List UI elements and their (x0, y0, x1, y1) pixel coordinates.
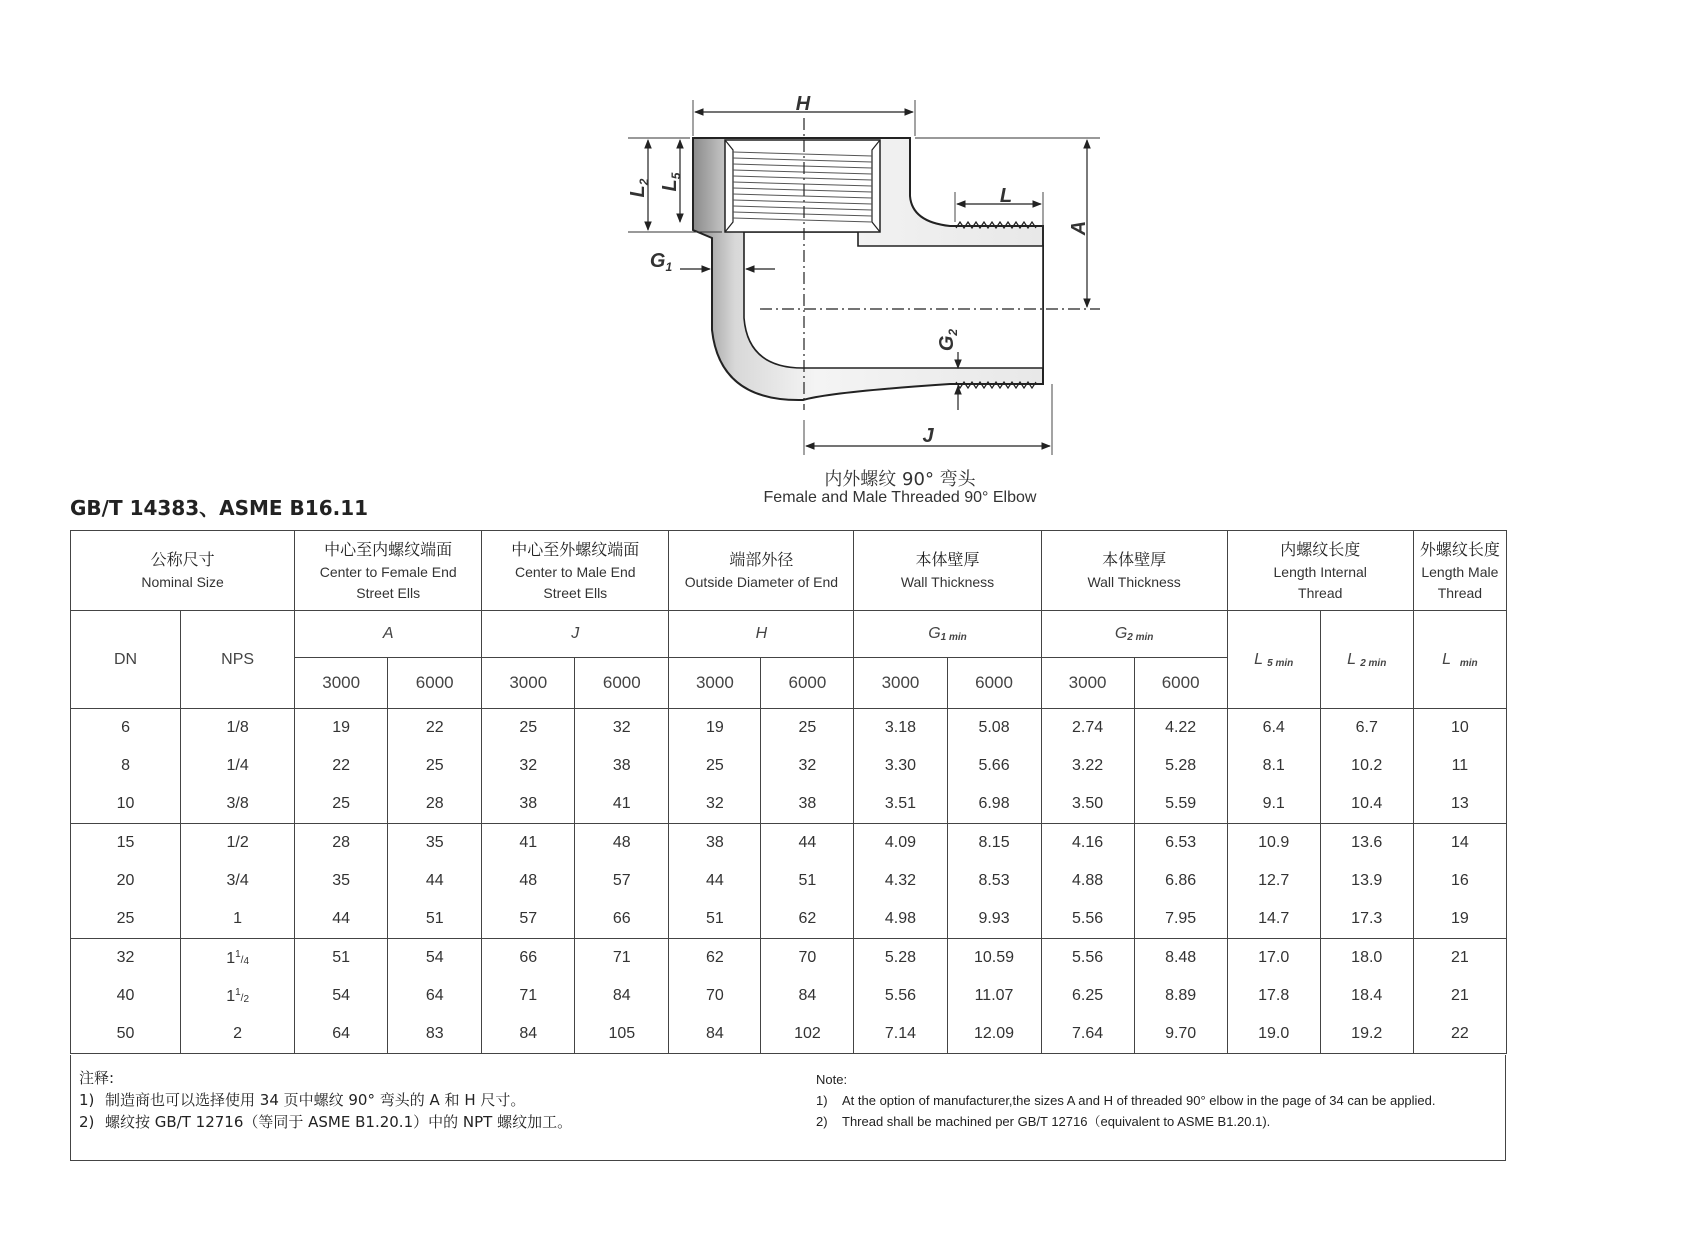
elbow-drawing (0, 0, 1683, 510)
cell-g2-3000: 3.50 (1041, 785, 1134, 824)
cell-j6000: 71 (575, 939, 669, 978)
cell-h3000: 84 (669, 1015, 761, 1054)
label-l2: $L_2$ (627, 178, 651, 198)
cell-g1-6000: 11.07 (947, 977, 1041, 1015)
class-3000: 3000 (295, 658, 388, 709)
nps-fraction-num: 1 (235, 948, 241, 960)
nps-whole: 1 (226, 987, 236, 1005)
cell-nps (181, 1015, 295, 1054)
cell-dn: 40 (71, 977, 181, 1015)
cell-h6000: 44 (761, 824, 854, 863)
header-nominal-size (71, 531, 295, 611)
nps-fraction-num: 1 (235, 986, 241, 998)
header-en: Street Ells (543, 584, 608, 601)
symbol-l (1413, 611, 1506, 709)
nps-whole: 1 (226, 949, 236, 967)
cell-g1-6000: 6.98 (947, 785, 1041, 824)
elbow-body (693, 138, 1043, 400)
diagram-caption-en: Female and Male Threaded 90° Elbow (763, 489, 1037, 506)
cell-j3000: 32 (482, 747, 575, 785)
cell-nps (181, 747, 295, 785)
nps-whole: 3/4 (226, 872, 249, 889)
nps-whole: 3/8 (226, 795, 249, 812)
header-cn: 中心至外螺纹端面 (511, 539, 640, 559)
cell-h3000: 38 (669, 824, 761, 863)
symbol-a: A (295, 611, 482, 658)
cell-a3000: 54 (295, 977, 388, 1015)
cell-l2: 10.4 (1320, 785, 1413, 824)
cell-j6000: 66 (575, 900, 669, 939)
note-text: 螺纹按 GB/T 12716（等同于 ASME B1.20.1）中的 NPT 螺纹加工。 (105, 1113, 573, 1131)
cell-g2-3000: 7.64 (1041, 1015, 1134, 1054)
cell-a3000: 35 (295, 862, 388, 900)
cell-g2-6000: 6.86 (1134, 862, 1227, 900)
notes-cn-title: 注释: (79, 1069, 115, 1087)
cell-j3000: 25 (482, 709, 575, 748)
cell-h3000: 62 (669, 939, 761, 978)
header-en: Wall Thickness (900, 574, 995, 590)
cell-a3000: 51 (295, 939, 388, 978)
cell-dn: 20 (71, 862, 181, 900)
class-3000: 3000 (854, 658, 947, 709)
symbol-subscript: 5 min (1267, 657, 1294, 669)
cell-a3000: 19 (295, 709, 388, 748)
header-en: Outside Diameter of End (684, 574, 839, 590)
symbol-h: H (669, 611, 854, 658)
standard-title: GB/T 14383、ASME B16.11 (70, 496, 369, 520)
cell-l2: 18.4 (1320, 977, 1413, 1015)
note-text: At the option of manufacturer,the sizes A and H of threaded 90° elbow in the page of 34 can be applied. (842, 1093, 1436, 1108)
cell-l2: 13.9 (1320, 862, 1413, 900)
symbol-letter: L (1254, 650, 1263, 668)
cell-h3000: 51 (669, 900, 761, 939)
cell-dn: 32 (71, 939, 181, 978)
cell-g1-6000: 5.66 (947, 747, 1041, 785)
cell-g1-6000: 5.08 (947, 709, 1041, 748)
cell-j3000: 71 (482, 977, 575, 1015)
cell-j3000: 57 (482, 900, 575, 939)
cell-nps (181, 785, 295, 824)
notes-en (816, 1069, 1496, 1132)
table-row (71, 824, 1507, 863)
cell-l2: 10.2 (1320, 747, 1413, 785)
nps-fraction-den: 4 (243, 955, 249, 967)
cell-g1-3000: 5.28 (854, 939, 947, 978)
col-nps: NPS (181, 611, 295, 709)
table-row (71, 939, 1507, 978)
table-header (71, 531, 1507, 709)
cell-a3000: 25 (295, 785, 388, 824)
nps-fraction-den: 2 (243, 993, 249, 1005)
cell-h3000: 32 (669, 785, 761, 824)
cell-l: 22 (1413, 1015, 1506, 1054)
header-en: Thread (1298, 584, 1343, 601)
cell-g2-6000: 5.28 (1134, 747, 1227, 785)
class-3000: 3000 (669, 658, 761, 709)
cell-a6000: 54 (388, 939, 482, 978)
note-number: 2) (816, 1114, 828, 1129)
cell-l: 10 (1413, 709, 1506, 748)
notes-en-title: Note: (816, 1072, 848, 1087)
cell-h3000: 19 (669, 709, 761, 748)
symbol-letter: G (928, 625, 941, 642)
symbol-g1 (854, 611, 1041, 658)
cell-h6000: 38 (761, 785, 854, 824)
cell-g1-3000: 7.14 (854, 1015, 947, 1054)
header-en: Wall Thickness (1087, 574, 1181, 590)
symbol-letter: G (1114, 625, 1128, 642)
cell-a6000: 28 (388, 785, 482, 824)
header-length-male-thread (1413, 531, 1506, 611)
cell-j6000: 48 (575, 824, 669, 863)
cell-g2-3000: 5.56 (1041, 939, 1134, 978)
cell-j3000: 38 (482, 785, 575, 824)
table-row (71, 709, 1507, 748)
label-g1: $G_1$ (649, 250, 673, 274)
cell-h3000: 25 (669, 747, 761, 785)
table-row (71, 900, 1507, 939)
cell-h6000: 70 (761, 939, 854, 978)
cell-g1-3000: 4.09 (854, 824, 947, 863)
header-cn: 本体壁厚 (1102, 550, 1167, 569)
cell-j3000: 66 (482, 939, 575, 978)
symbol-letter: L (1442, 650, 1451, 668)
cell-j6000: 41 (575, 785, 669, 824)
header-cn: 本体壁厚 (915, 550, 980, 569)
cell-g1-6000: 8.53 (947, 862, 1041, 900)
label-j: J (922, 425, 934, 447)
cell-j6000: 105 (575, 1015, 669, 1054)
table-row (71, 747, 1507, 785)
cell-dn: 50 (71, 1015, 181, 1054)
symbol-subscript: 2 min (1127, 632, 1154, 643)
cell-a6000: 25 (388, 747, 482, 785)
cell-j6000: 84 (575, 977, 669, 1015)
notes-cn (79, 1067, 572, 1133)
note-number: 1) (79, 1091, 95, 1109)
cell-l: 14 (1413, 824, 1506, 863)
dimension-table (70, 530, 1507, 1054)
cell-nps (181, 862, 295, 900)
cell-g1-3000: 4.32 (854, 862, 947, 900)
cell-g2-6000: 9.70 (1134, 1015, 1227, 1054)
cell-l5: 19.0 (1227, 1015, 1320, 1054)
class-6000: 6000 (575, 658, 669, 709)
cell-j3000: 48 (482, 862, 575, 900)
cell-j6000: 32 (575, 709, 669, 748)
cell-g1-3000: 3.18 (854, 709, 947, 748)
header-cn: 外螺纹长度 (1419, 539, 1500, 559)
class-6000: 6000 (1134, 658, 1227, 709)
cell-l5: 14.7 (1227, 900, 1320, 939)
cell-g2-3000: 5.56 (1041, 900, 1134, 939)
cell-l5: 8.1 (1227, 747, 1320, 785)
cell-l: 19 (1413, 900, 1506, 939)
cell-h3000: 70 (669, 977, 761, 1015)
cell-g2-3000: 4.16 (1041, 824, 1134, 863)
header-center-female (295, 531, 482, 611)
cell-h6000: 32 (761, 747, 854, 785)
header-en: Center to Female End (319, 563, 457, 580)
class-3000: 3000 (482, 658, 575, 709)
nps-whole: 2 (233, 1025, 243, 1042)
header-en: Center to Male End (514, 563, 636, 580)
note-item (816, 1090, 1496, 1111)
symbol-subscript: min (1459, 657, 1478, 669)
note-number: 1) (816, 1093, 828, 1108)
note-item (79, 1111, 572, 1133)
cell-g2-6000: 8.48 (1134, 939, 1227, 978)
cell-dn: 10 (71, 785, 181, 824)
cell-a6000: 64 (388, 977, 482, 1015)
cell-l5: 17.8 (1227, 977, 1320, 1015)
cell-h6000: 51 (761, 862, 854, 900)
cell-nps (181, 709, 295, 748)
cell-a3000: 64 (295, 1015, 388, 1054)
class-6000: 6000 (761, 658, 854, 709)
cell-g1-6000: 10.59 (947, 939, 1041, 978)
cell-a3000: 44 (295, 900, 388, 939)
symbol-g2 (1041, 611, 1227, 658)
cell-h3000: 44 (669, 862, 761, 900)
header-cn: 中心至内螺纹端面 (324, 539, 453, 559)
symbol-l2 (1320, 611, 1413, 709)
cell-l5: 9.1 (1227, 785, 1320, 824)
col-dn: DN (71, 611, 181, 709)
table-row (71, 1015, 1507, 1054)
nps-whole: 1/4 (226, 757, 249, 774)
cell-h6000: 102 (761, 1015, 854, 1054)
cell-nps (181, 900, 295, 939)
class-3000: 3000 (1041, 658, 1134, 709)
header-en: Length Male (1421, 563, 1499, 580)
note-number: 2) (79, 1113, 95, 1131)
class-6000: 6000 (947, 658, 1041, 709)
header-en: Street Ells (356, 584, 421, 601)
cell-nps: $1^1/_2$ (181, 977, 295, 1015)
cell-a6000: 51 (388, 900, 482, 939)
cell-g1-3000: 5.56 (854, 977, 947, 1015)
cell-g2-3000: 2.74 (1041, 709, 1134, 748)
header-wall-thickness-1 (854, 531, 1041, 611)
cell-g1-3000: 4.98 (854, 900, 947, 939)
cell-a6000: 83 (388, 1015, 482, 1054)
label-h: H (795, 93, 811, 115)
cell-l2: 13.6 (1320, 824, 1413, 863)
cell-a3000: 22 (295, 747, 388, 785)
table-row (71, 977, 1507, 1015)
cell-nps: $1^1/_4$ (181, 939, 295, 978)
cell-dn: 15 (71, 824, 181, 863)
label-g2: $G_2$ (936, 328, 960, 352)
cell-l: 13 (1413, 785, 1506, 824)
cell-l: 21 (1413, 977, 1506, 1015)
nps-whole: 1/2 (226, 834, 249, 851)
label-l5: $L_5$ (659, 172, 683, 192)
cell-j6000: 38 (575, 747, 669, 785)
cell-l5: 10.9 (1227, 824, 1320, 863)
cell-g2-6000: 8.89 (1134, 977, 1227, 1015)
symbol-l5 (1227, 611, 1320, 709)
cell-g1-6000: 12.09 (947, 1015, 1041, 1054)
note-item (79, 1089, 572, 1111)
header-wall-thickness-2 (1041, 531, 1227, 611)
cell-l5: 12.7 (1227, 862, 1320, 900)
cell-l2: 19.2 (1320, 1015, 1413, 1054)
header-center-male (482, 531, 669, 611)
header-en: Thread (1437, 584, 1483, 601)
cell-g2-6000: 5.59 (1134, 785, 1227, 824)
symbol-subscript: 2 min (1360, 657, 1387, 669)
cell-dn: 6 (71, 709, 181, 748)
cell-l2: 17.3 (1320, 900, 1413, 939)
cell-g2-3000: 4.88 (1041, 862, 1134, 900)
cell-dn: 25 (71, 900, 181, 939)
cell-l5: 17.0 (1227, 939, 1320, 978)
note-text: 制造商也可以选择使用 34 页中螺纹 90° 弯头的 A 和 H 尺寸。 (105, 1091, 526, 1109)
header-outside-diameter (669, 531, 854, 611)
header-en: Length Internal (1273, 563, 1367, 580)
cell-g2-6000: 6.53 (1134, 824, 1227, 863)
symbol-letter: L (1347, 650, 1356, 668)
label-l: L (999, 185, 1013, 207)
cell-a6000: 44 (388, 862, 482, 900)
symbol-subscript: 1 min (940, 632, 967, 643)
cell-g1-3000: 3.30 (854, 747, 947, 785)
cell-l: 16 (1413, 862, 1506, 900)
cell-dn: 8 (71, 747, 181, 785)
cell-a6000: 35 (388, 824, 482, 863)
header-cn: 内螺纹长度 (1280, 539, 1361, 559)
note-item (816, 1111, 1496, 1132)
notes-panel (70, 1055, 1506, 1161)
table-row (71, 862, 1507, 900)
cell-g2-3000: 3.22 (1041, 747, 1134, 785)
table-body (71, 709, 1507, 1054)
cell-g2-3000: 6.25 (1041, 977, 1134, 1015)
cell-j6000: 57 (575, 862, 669, 900)
cell-h6000: 84 (761, 977, 854, 1015)
table-row (71, 785, 1507, 824)
cell-g1-3000: 3.51 (854, 785, 947, 824)
cell-g2-6000: 7.95 (1134, 900, 1227, 939)
class-6000: 6000 (388, 658, 482, 709)
cell-l: 11 (1413, 747, 1506, 785)
cell-g1-6000: 8.15 (947, 824, 1041, 863)
cell-l: 21 (1413, 939, 1506, 978)
cell-l5: 6.4 (1227, 709, 1320, 748)
note-text: Thread shall be machined per GB/T 12716（equivalent to ASME B1.20.1). (842, 1114, 1271, 1129)
cell-h6000: 25 (761, 709, 854, 748)
cell-g1-6000: 9.93 (947, 900, 1041, 939)
cell-a3000: 28 (295, 824, 388, 863)
header-en: Nominal Size (141, 574, 224, 590)
cell-a6000: 22 (388, 709, 482, 748)
cell-nps (181, 824, 295, 863)
label-a: A (1068, 220, 1090, 236)
header-cn: 公称尺寸 (150, 550, 215, 569)
diagram-caption-cn: 内外螺纹 90° 弯头 (824, 469, 976, 490)
symbol-j: J (482, 611, 669, 658)
cell-g2-6000: 4.22 (1134, 709, 1227, 748)
cell-j3000: 84 (482, 1015, 575, 1054)
nps-whole: 1/8 (226, 719, 249, 736)
cell-l2: 6.7 (1320, 709, 1413, 748)
header-length-internal-thread (1227, 531, 1413, 611)
cell-h6000: 62 (761, 900, 854, 939)
cell-l2: 18.0 (1320, 939, 1413, 978)
cell-j3000: 41 (482, 824, 575, 863)
header-cn: 端部外径 (729, 550, 794, 569)
nps-whole: 1 (233, 910, 243, 927)
